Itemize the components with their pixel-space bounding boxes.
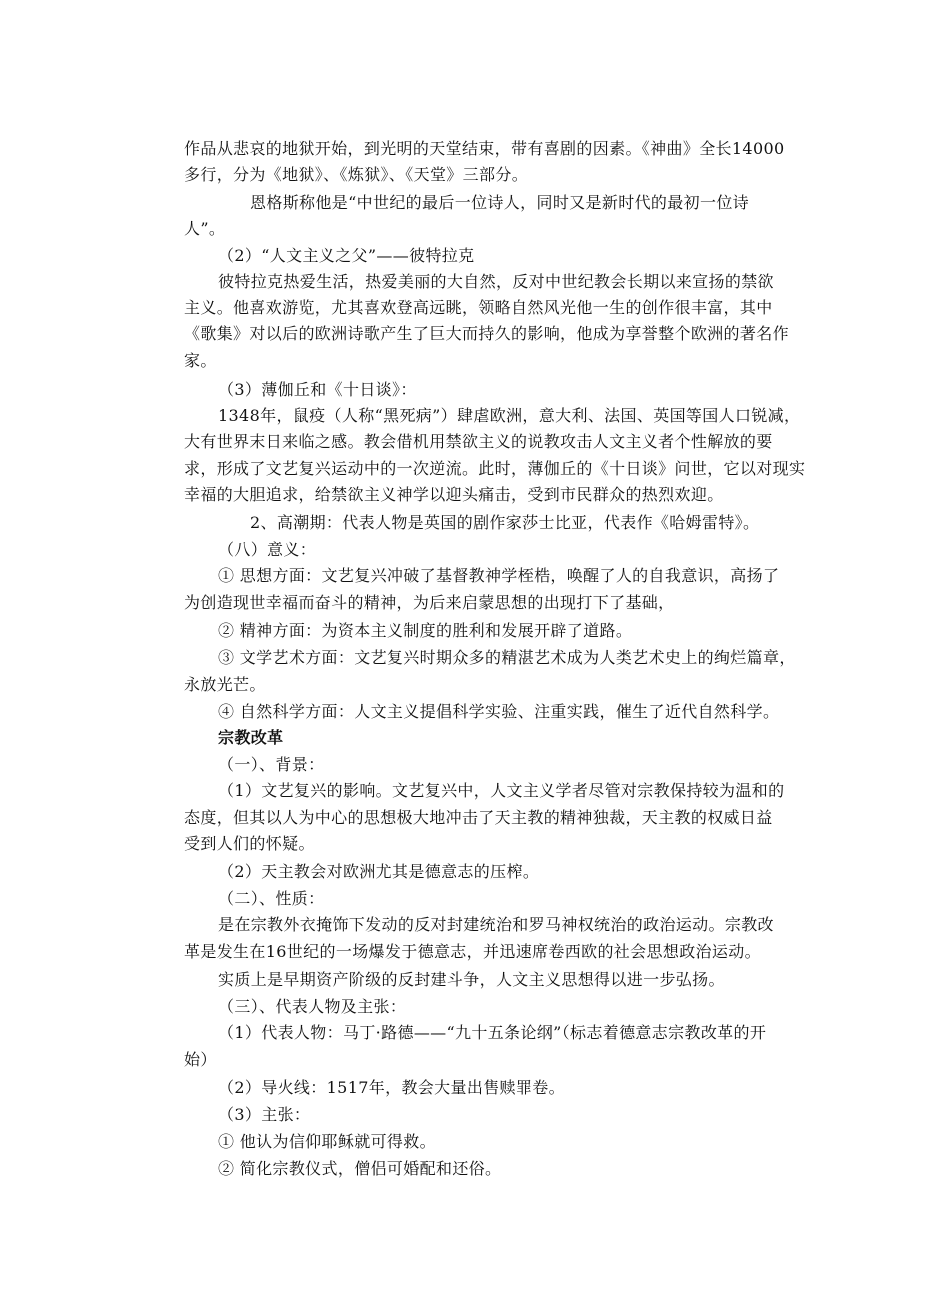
text-line: 家。: [184, 351, 217, 370]
text-line: 为创造现世幸福而奋斗的精神，为后来启蒙思想的出现打下了基础，: [184, 593, 675, 612]
subheading: （二）、性质：: [218, 889, 325, 908]
text-line: 是在宗教外衣掩饰下发动的反对封建统治和罗马神权统治的政治运动。宗教改: [218, 915, 774, 934]
text-line: （1）代表人物：马丁·路德——“九十五条论纲”（标志着德意志宗教改革的开: [218, 1023, 767, 1042]
text-line: （2）天主教会对欧洲尤其是德意志的压榨。: [218, 862, 540, 881]
subheading: （三）、代表人物及主张：: [218, 997, 407, 1016]
text-line: 恩格斯称他是“中世纪的最后一位诗人，同时又是新时代的最初一位诗: [250, 193, 750, 212]
text-line: （3）主张：: [218, 1105, 311, 1124]
text-line: 革是发生在16世纪的一场爆发于德意志，并迅速席卷西欧的社会思想政治运动。: [184, 942, 761, 961]
text-line: （2）导火线：1517年，教会大量出售赎罪卷。: [218, 1078, 565, 1097]
text-line: 作品从悲哀的地狱开始，到光明的天堂结束，带有喜剧的因素。《神曲》全长14000: [184, 139, 785, 158]
subheading: 2、高潮期：代表人物是英国的剧作家莎士比亚，代表作《哈姆雷特》。: [250, 513, 760, 532]
text-line: 受到人们的怀疑。: [184, 834, 315, 853]
text-line: 始）: [184, 1050, 217, 1069]
text-line: 求，形成了文艺复兴运动中的一次逆流。此时，薄伽丘的《十日谈》问世，它以对现实: [184, 459, 806, 478]
subheading: （八）意义：: [218, 540, 317, 559]
text-line: ② 精神方面：为资本主义制度的胜利和发展开辟了道路。: [218, 621, 633, 640]
text-line: ① 思想方面：文艺复兴冲破了基督教神学桎梏，唤醒了人的自我意识，高扬了: [218, 566, 780, 585]
text-line: 大有世界末日来临之感。教会借机用禁欲主义的说教攻击人文主义者个性解放的要: [184, 432, 773, 451]
text-line: 主义。他喜欢游览，尤其喜欢登高远眺，领略自然风光他一生的创作很丰富，其中: [184, 298, 773, 317]
text-line: 《歌集》对以后的欧洲诗歌产生了巨大而持久的影响，他成为享誉整个欧洲的著名作: [184, 324, 789, 343]
text-line: 实质上是早期资产阶级的反封建斗争，人文主义思想得以进一步弘扬。: [218, 970, 725, 989]
text-line: ③ 文学艺术方面：文艺复兴时期众多的精湛艺术成为人类艺术史上的绚烂篇章，: [218, 648, 796, 667]
text-line: 幸福的大胆追求，给禁欲主义神学以迎头痛击，受到市民群众的热烈欢迎。: [184, 485, 724, 504]
text-line: 多行，分为《地狱》、《炼狱》、《天堂》三部分。: [184, 165, 529, 184]
subheading: （2）“人文主义之父”——彼特拉克: [218, 246, 475, 265]
text-line: ① 他认为信仰耶稣就可得救。: [218, 1132, 436, 1151]
subheading: （一）、背景：: [218, 755, 325, 774]
text-line: 人”。: [184, 219, 226, 238]
text-line: （1）文艺复兴的影响。文艺复兴中，人文主义学者尽管对宗教保持较为温和的: [218, 781, 785, 800]
text-line: 永放光芒。: [184, 675, 266, 694]
text-line: 彼特拉克热爱生活，热爱美丽的大自然，反对中世纪教会长期以来宣扬的禁欲: [218, 272, 774, 291]
text-line: 态度，但其以人为中心的思想极大地冲击了天主教的精神独裁，天主教的权威日益: [184, 808, 773, 827]
text-line: ② 简化宗教仪式，僧侣可婚配和还俗。: [218, 1159, 502, 1178]
text-line: 1348年，鼠疫（人称“黑死病”）肆虐欧洲，意大利、法国、英国等国人口锐减，: [218, 406, 801, 425]
subheading: （3）薄伽丘和《十日谈》：: [218, 380, 417, 399]
section-heading: 宗教改革: [218, 728, 284, 747]
text-line: ④ 自然科学方面：人文主义提倡科学实验、注重实践，催生了近代自然科学。: [218, 702, 780, 721]
